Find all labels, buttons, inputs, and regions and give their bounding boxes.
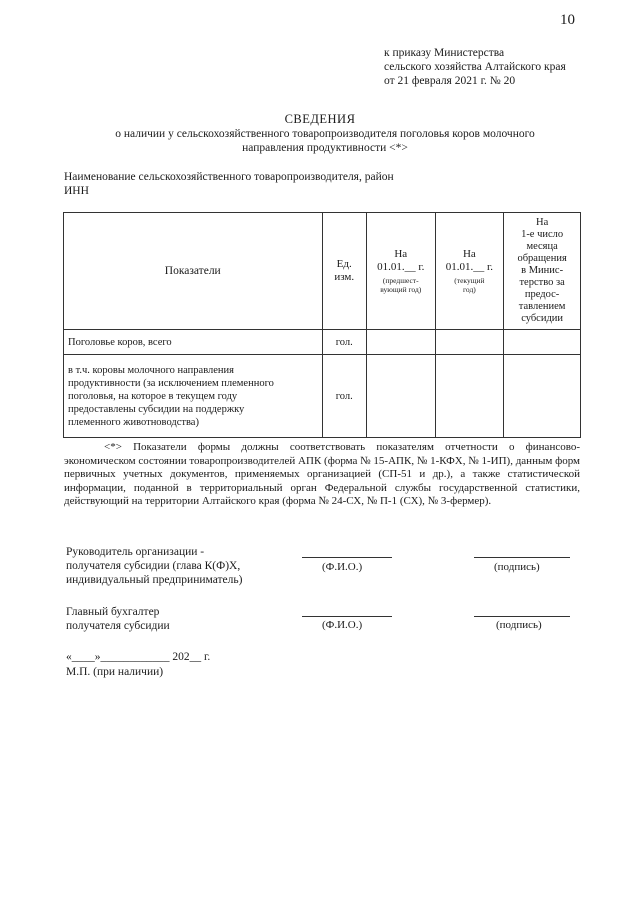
row-label-line: в т.ч. коровы молочного направления: [68, 364, 234, 376]
document-title: СВЕДЕНИЯ: [284, 112, 356, 126]
header-unit: [322, 213, 366, 330]
accountant-signature-line[interactable]: [474, 615, 570, 617]
accountant-fio-hint: (Ф.И.О.): [322, 619, 363, 631]
head-label-line: индивидуальный предприниматель): [66, 574, 243, 586]
producer-name-label: Наименование сельскохозяйственного товаропроизводителя, район: [64, 171, 394, 183]
accountant-sign-hint: (подпись): [496, 619, 542, 631]
row-unit: гол.: [322, 330, 366, 355]
row-cell-curr[interactable]: [435, 355, 504, 438]
header-prev-note: [368, 276, 434, 294]
header-previous-year: [366, 213, 435, 330]
header-application-month: [504, 213, 581, 330]
header-prev-note-line: (предшест-: [382, 276, 419, 285]
row-label: [64, 355, 323, 438]
order-ref-line: от 21 февраля 2021 г. № 20: [384, 75, 516, 87]
header-curr-line: 01.01.__ г.: [445, 261, 494, 273]
table-row: [64, 330, 581, 355]
row-label-line: племенного животноводства): [68, 416, 199, 428]
accountant-label-line: получателя субсидии: [66, 620, 170, 632]
row-label: Поголовье коров, всего: [64, 330, 323, 355]
row-label-line: поголовья, на которое в текущем году: [68, 390, 238, 402]
header-curr-note-line: год): [463, 285, 476, 294]
accountant-fio-line[interactable]: [302, 615, 392, 617]
header-unit-line: Ед.: [336, 258, 352, 270]
row-unit: гол.: [322, 355, 366, 438]
header-month-line: предос-: [524, 289, 560, 300]
header-prev-note-line: вующий год): [380, 285, 422, 294]
document-subtitle: [70, 127, 580, 155]
date-line[interactable]: «____»____________ 202__ г.: [66, 651, 211, 663]
order-reference: [384, 46, 566, 88]
row-cell-curr[interactable]: [435, 330, 504, 355]
header-month-line: На: [535, 217, 549, 228]
producer-fields: [64, 170, 394, 198]
head-fio-hint: (Ф.И.О.): [322, 561, 363, 573]
header-month-line: субсидии: [521, 313, 564, 324]
livestock-table: [63, 212, 581, 438]
header-month-line: обращения: [517, 253, 567, 264]
footnote: <*> Показатели формы должны соответствовать показателям отчетности о финансово-экономическом состоянии товаропроизводителей АПК (форма № 15-АПК, № 1-КФХ, № 1-ИП), данным форм первичных учетных документов, применяемых организацией (СП-51 и др.), а также статистической информации, поданной в территориальный орган Федеральной службы государственной статистики, действующий на территории Алтайского края (форма № 24-СХ, № П-1 (СХ), № 3-фермер).: [64, 441, 580, 508]
head-signature-label: [66, 545, 242, 587]
header-month-line: тавлением: [518, 301, 566, 312]
head-sign-hint: (подпись): [494, 561, 540, 573]
header-prev-line: На: [394, 248, 408, 260]
header-month-line: 1-е число: [521, 229, 564, 240]
page-number: 10: [560, 12, 575, 28]
head-fio-line[interactable]: [302, 556, 392, 558]
row-cell-prev[interactable]: [366, 355, 435, 438]
row-cell-month[interactable]: [504, 355, 581, 438]
accountant-label-line: Главный бухгалтер: [66, 606, 160, 618]
table-header-row: [64, 213, 581, 330]
subtitle-line: направления продуктивности <*>: [242, 142, 408, 154]
header-current-year: [435, 213, 504, 330]
order-ref-line: сельского хозяйства Алтайского края: [384, 61, 566, 73]
head-signature-line[interactable]: [474, 556, 570, 558]
head-label-line: получателя субсидии (глава К(Ф)Х,: [66, 560, 241, 572]
header-curr-note-line: (текущий: [454, 276, 485, 285]
header-curr-line: На: [462, 248, 476, 260]
inn-label: ИНН: [64, 185, 89, 197]
subtitle-line: о наличии у сельскохозяйственного товаропроизводителя поголовья коров молочного: [115, 128, 535, 140]
row-cell-month[interactable]: [504, 330, 581, 355]
order-ref-line: к приказу Министерства: [384, 47, 505, 59]
header-month-line: в Минис-: [521, 265, 564, 276]
header-month-line: месяца: [526, 241, 558, 252]
header-indicators: Показатели: [64, 213, 323, 330]
header-month-line: терство за: [519, 277, 565, 288]
header-curr-note: [437, 276, 503, 294]
accountant-signature-label: [66, 605, 170, 633]
head-label-line: Руководитель организации -: [66, 546, 205, 558]
row-label-line: предоставлены субсидии на поддержку: [68, 403, 245, 415]
row-cell-prev[interactable]: [366, 330, 435, 355]
header-unit-line: изм.: [334, 271, 355, 283]
table-row: [64, 355, 581, 438]
header-prev-line: 01.01.__ г.: [377, 261, 425, 273]
stamp-note: М.П. (при наличии): [66, 666, 164, 678]
row-label-line: продуктивности (за исключением племенного: [68, 377, 274, 389]
